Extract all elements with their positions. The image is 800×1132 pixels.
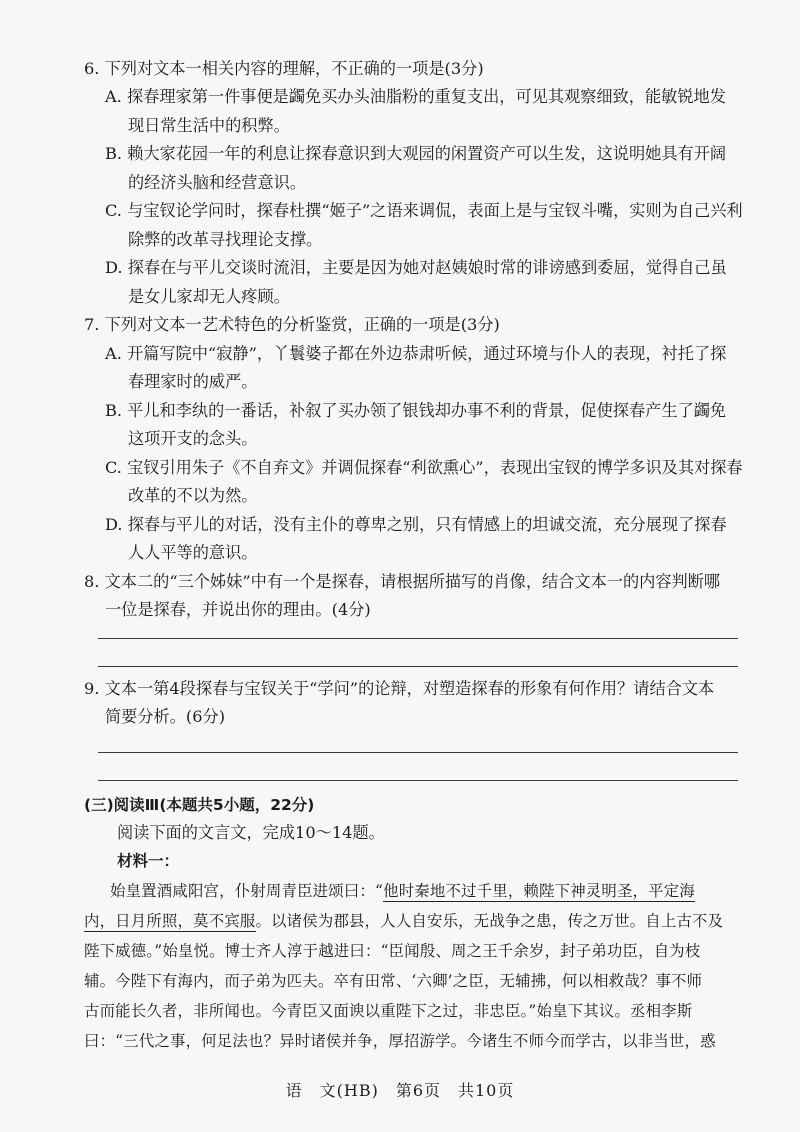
passage-line-1 xyxy=(110,880,695,902)
q6-option-c-line2: 除弊的改革寻找理论支撑。 xyxy=(128,230,323,249)
q6-option-a-line2: 现日常生活中的积弊。 xyxy=(128,116,290,135)
passage-line-2 xyxy=(84,910,723,932)
passage-line-2-text: 。以诸侯为郡县，人人自安乐，无战争之患，传之万世。自上古不及 xyxy=(255,912,724,930)
passage-line-4: 辅。今陛下有海内，而子弟为匹夫。卒有田常、‘六卿’之臣，无辅拂，何以相救哉？事不师 xyxy=(84,972,703,990)
q8-stem-line2: 一位是探春，并说出你的理由。(4分) xyxy=(105,600,371,619)
q8-answer-line-2[interactable] xyxy=(98,666,738,667)
q6-option-b-line2: 的经济头脑和经营意识。 xyxy=(128,173,307,192)
q7-option-a-line1: A. 开篇写院中“寂静”，丫鬟婆子都在外边恭肃听候，通过环境与仆人的表现，衬托了探 xyxy=(105,344,727,363)
q6-option-a-line1: A. 探春理家第一件事便是蠲免买办头油脂粉的重复支出，可见其观察细致，能敏锐地发 xyxy=(105,87,726,106)
passage-line-1-text: 始皇置酒咸阳宫，仆射周青臣进颂曰：“ xyxy=(110,882,384,900)
q6-option-c-line1: C. 与宝钗论学问时，探春杜撰“姬子”之语来调侃，表面上是与宝钗斗嘴，实则为自己兴利 xyxy=(105,201,743,220)
q7-option-b-line1: B. 平儿和李纨的一番话，补叙了买办领了银钱却办事不利的背景，促使探春产生了蠲免 xyxy=(105,401,727,420)
passage-line-6: 曰：“三代之事，何足法也？异时诸侯并争，厚招游学。今诸生不师今而学古，以非当世，惑 xyxy=(84,1032,716,1050)
section-3-instruction: 阅读下面的文言文，完成10～14题。 xyxy=(117,823,385,842)
q6-stem: 6. 下列对文本一相关内容的理解，不正确的一项是(3分) xyxy=(84,59,484,78)
q6-option-b-line1: B. 赖大家花园一年的利息让探春意识到大观园的闲置资产可以生发，这说明她具有开阔 xyxy=(105,144,727,163)
q7-option-a-line2: 春理家时的威严。 xyxy=(128,372,258,391)
q9-answer-line-1[interactable] xyxy=(98,752,738,753)
q8-stem-line1: 8. 文本二的“三个姊妹”中有一个是探春，请根据所描写的肖像，结合文本一的内容判断哪 xyxy=(84,572,721,591)
underlined-sentence-part1: 他时秦地不过千里，赖陛下神灵明圣，平定海 xyxy=(383,882,695,900)
q7-stem: 7. 下列对文本一艺术特色的分析鉴赏，正确的一项是(3分) xyxy=(84,315,500,334)
page-footer: 语 文(HB) 第6页 共10页 xyxy=(285,1081,515,1100)
q9-stem-line1: 9. 文本一第4段探春与宝钗关于“学问”的论辩，对塑造探春的形象有何作用？请结合文本 xyxy=(84,679,715,698)
section-3-title: (三)阅读Ⅲ(本题共5小题，22分) xyxy=(84,796,315,814)
q7-option-c-line1: C. 宝钗引用朱子《不自弃文》并调侃探春“利欲熏心”，表现出宝钗的博学多识及其对探春 xyxy=(105,458,743,477)
passage-line-3: 陛下威德。”始皇悦。博士齐人淳于越进曰：“臣闻殷、周之王千余岁，封子弟功臣，自为枝 xyxy=(84,942,701,960)
q6-option-d-line2: 是女儿家却无人疼顾。 xyxy=(128,287,290,306)
passage-line-5: 古而能长久者，非所闻也。今青臣又面谀以重陛下之过，非忠臣。”始皇下其议。丞相李斯 xyxy=(84,1002,693,1020)
q7-option-d-line2: 人人平等的意识。 xyxy=(128,543,258,562)
q7-option-d-line1: D. 探春与平儿的对话，没有主仆的尊卑之别，只有情感上的坦诚交流，充分展现了探春 xyxy=(105,515,727,534)
q7-option-c-line2: 改革的不以为然。 xyxy=(128,486,258,505)
q7-option-b-line2: 这项开支的念头。 xyxy=(128,429,258,448)
q9-stem-line2: 简要分析。(6分) xyxy=(105,707,226,726)
q9-answer-line-2[interactable] xyxy=(98,780,738,781)
underlined-sentence-part2: 内，日月所照，莫不宾服 xyxy=(84,912,256,930)
q6-option-d-line1: D. 探春在与平儿交谈时流泪，主要是因为她对赵姨娘时常的诽谤感到委屈，觉得自己虽 xyxy=(105,258,727,277)
q8-answer-line-1[interactable] xyxy=(98,638,738,639)
material-one-label: 材料一： xyxy=(117,852,180,870)
